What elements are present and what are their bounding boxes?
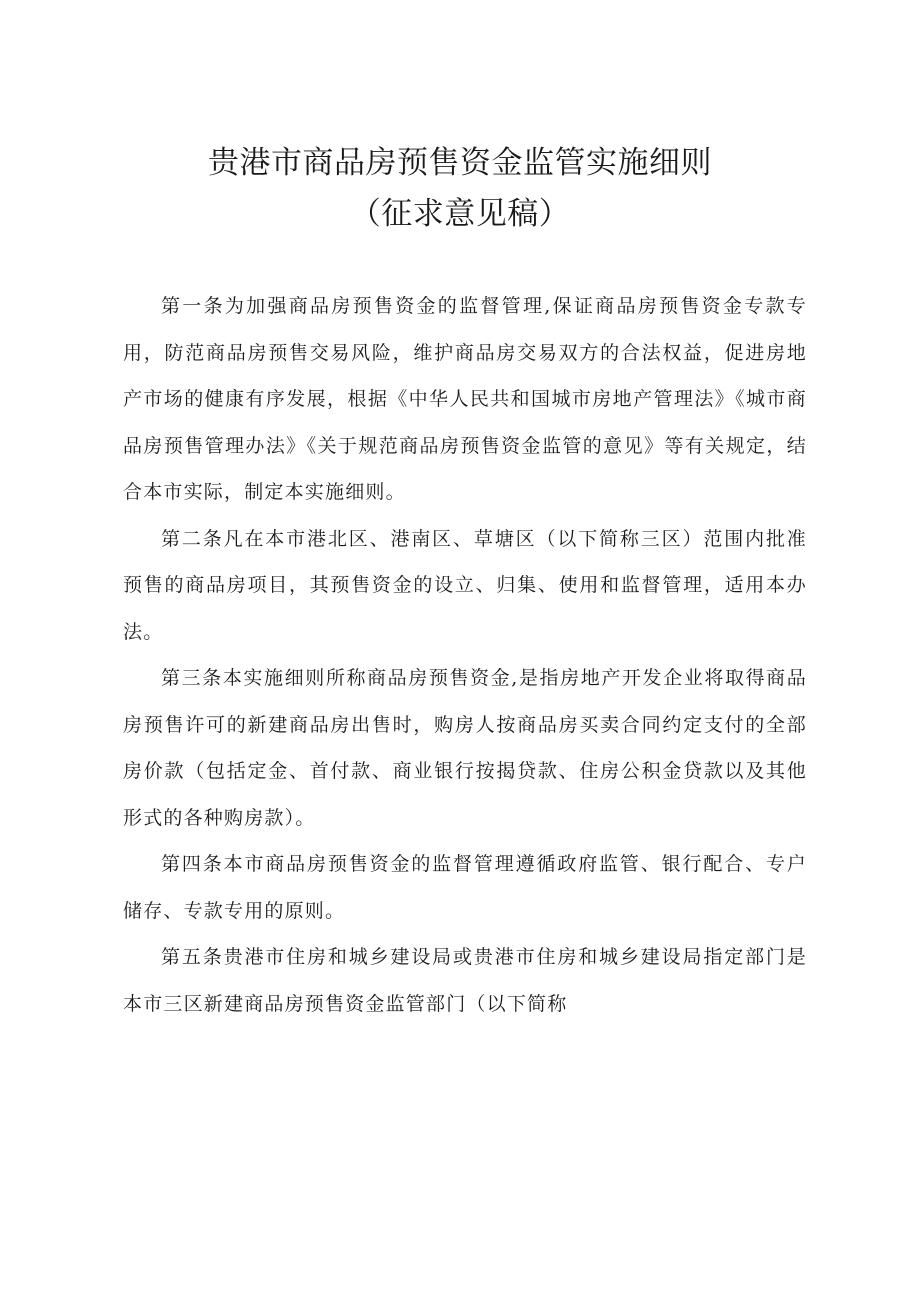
document-subtitle: （征求意见稿） [349,196,571,232]
article-1-paragraph: 第一条为加强商品房预售资金的监督管理,保证商品房预售资金专款专用，防范商品房预售交易风险，维护商品房交易双方的合法权益，促进房地产市场的健康有序发展，根据《中华人民共和国城市房地产管理法》《城市商品房预售管理办法》《关于规范商品房预售资金监管的意见》等有关规定，结合本市实际，制定本实施细则。 [123,295,807,503]
document-body [123,283,807,1027]
article-4-paragraph: 第四条本市商品房预售资金的监督管理遵循政府监管、银行配合、专户储存、专款专用的原则。 [123,853,807,922]
article-3-paragraph: 第三条本实施细则所称商品房预售资金,是指房地产开发企业将取得商品房预售许可的新建商品房出售时，购房人按商品房买卖合同约定支付的全部房价款（包括定金、首付款、商业银行按揭贷款、住房公积金贷款以及其他形式的各种购房款）。 [123,667,807,829]
article-2-paragraph: 第二条凡在本市港北区、港南区、草塘区（以下简称三区）范围内批准预售的商品房项目，其预售资金的设立、归集、使用和监督管理，适用本办法。 [123,527,807,643]
document-title: 贵港市商品房预售资金监管实施细则 [208,145,712,181]
article-5-paragraph: 第五条贵港市住房和城乡建设局或贵港市住房和城乡建设局指定部门是本市三区新建商品房预售资金监管部门（以下简称 [123,946,807,1015]
